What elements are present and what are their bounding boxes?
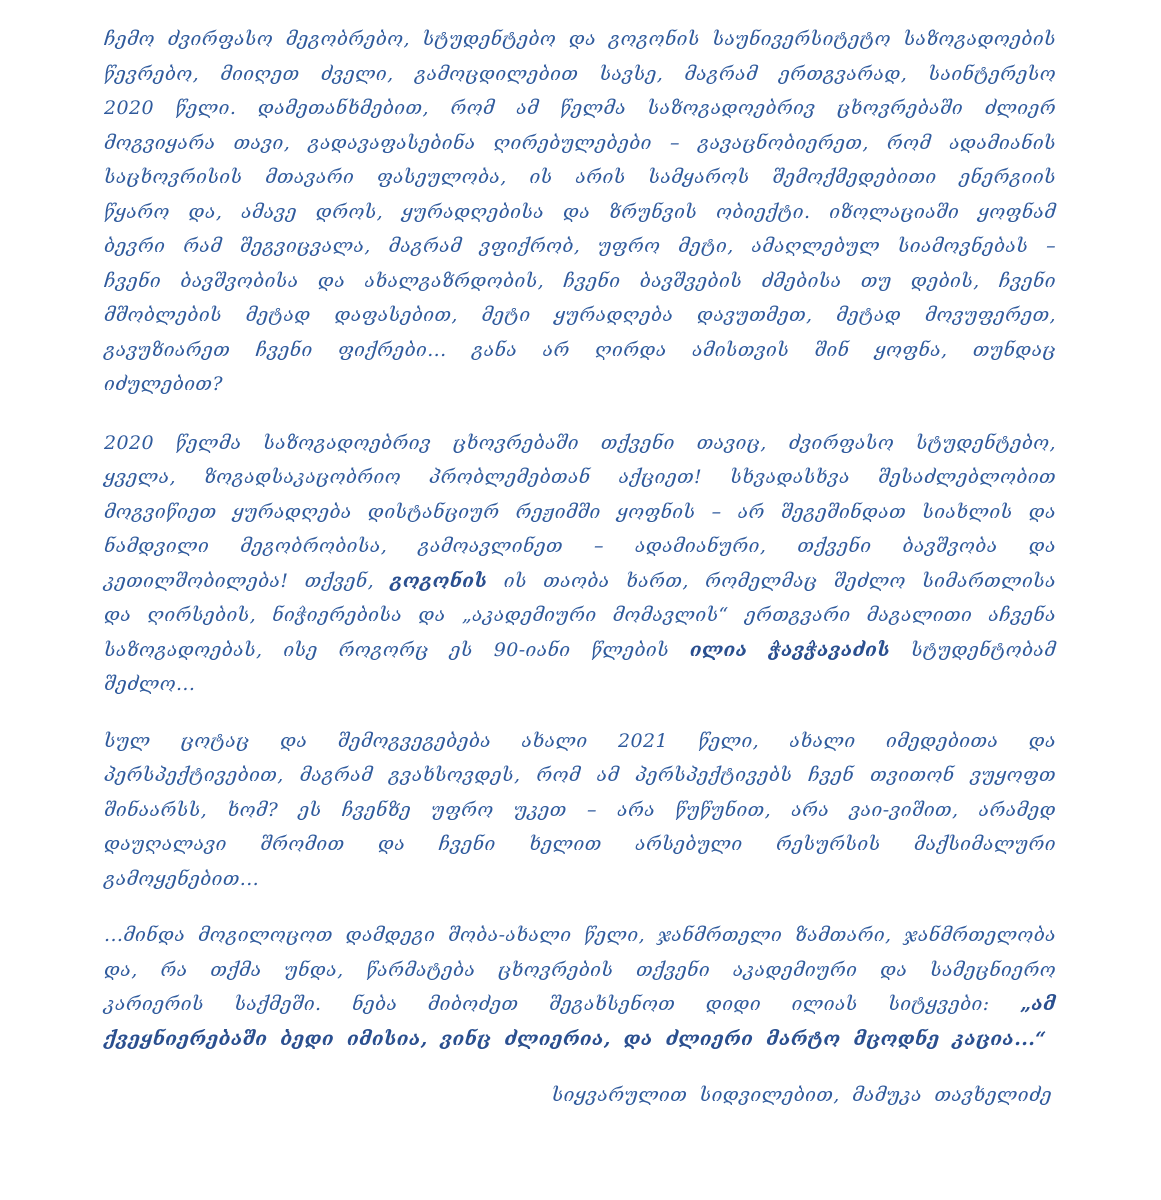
paragraph-3: სულ ცოტაც და შემოგვეგებება ახალი 2021 წელი, ახალი იმედებითა და პერსპექტივებით, მაგრამ გვახსოვდეს, რომ ამ პერსპექტივებს ჩვენ თვითონ ვუყოფთ შინაარსს, ხომ? ეს ჩვენზე უფრო უკეთ – არა წუწუნით, არა ვაი-ვიშით, არამედ დაუღალავი შრომით და ჩვენი ხელით არსებული რესურსის მაქსიმალური გამოყენებით...	[104, 729, 1056, 890]
paragraph-2-part-b: ის თაობა ხართ, რომელმაც შეძლო სიმართლისა და ღირსების, ნიჭიერებისა და „აკადემიური მომავლის“ ერთგვარი მაგალითი აჩვენა საზოგადოებას, ისე როგორც ეს 90-იანი წლების	[104, 569, 1056, 661]
emphasis-gogonis: გოგონის	[390, 569, 488, 592]
paragraph-2-part-a: 2020 წელმა საზოგადოებრივ ცხოვრებაში თქვენი თავიც, ძვირფასო სტუდენტებო, ყველა, ზოგადსაკაცობრიო პრობლემებთან აქციეთ! სხვადასხვა შესაძლებლობით მოგვიწიეთ ყურადღება დისტანციურ რეჟიმში ყოფნის – არ შეგეშინდათ სიახლის და ნამდვილი მეგობრობისა, გამოავლინეთ – ადამიანური, თქვენი ბავშვობა და კეთილშობილება! თქვენ,	[104, 431, 1056, 592]
signature: სიყვარულით სიდვილებით, მამუკა თავხელიძე	[551, 1084, 1052, 1106]
paragraph-2	[104, 426, 1056, 702]
paragraph-1: ჩემო ძვირფასო მეგობრებო, სტუდენტებო და გოგონის საუნივერსიტეტო საზოგადოების წევრებო, მიიღეთ ძველი, გამოცდილებით სავსე, მაგრამ ერთგვარად, საინტერესო 2020 წელი. დამეთანხმებით, რომ ამ წელმა საზოგადოებრივ ცხოვრებაში ძლიერ მოგვიყარა თავი, გადავაფასებინა ღირებულებები – გავაცნობიერეთ, რომ ადამიანის საცხოვრისის მთავარი ფასეულობა, ის არის სამყაროს შემოქმედებითი ენერგიის წყარო და, ამავე დროს, ყურადღებისა და ზრუნვის ობიექტი. იზოლაციაში ყოფნამ ბევრი რამ შეგვიცვალა, მაგრამ ვფიქრობ, უფრო მეტი, ამაღლებულ სიამოვნებას – ჩვენი ბავშვობისა და ახალგაზრდობის, ჩვენი ბავშვების ძმებისა თუ დების, ჩვენი მშობლების მეტად დაფასებით, მეტი ყურადღება დავუთმეთ, მეტად მოვუფერეთ, გავუზიარეთ ჩვენი ფიქრები... განა არ ღირდა ამისთვის შინ ყოფნა, თუნდაც იძულებით?	[104, 28, 1056, 395]
paragraph-2-part-c: სტუდენტობამ შეძლო...	[104, 638, 1056, 695]
emphasis-ilia-chavchavadze: ილია ჭავჭავაძის	[689, 638, 891, 661]
closing-quote: „ამ ქვეყნიერებაში ბედი იმისია, ვინც ძლიერია, და ძლიერი მარტო მცოდნე კაცია...“	[104, 993, 1056, 1050]
letter-body	[104, 22, 1056, 1113]
paragraph-4	[104, 918, 1056, 1056]
paragraph-4-part-a: ...მინდა მოგილოცოთ დამდეგი შობა-ახალი წელი, ჯანმრთელი ზამთარი, ჯანმრთელობა და, რა თქმა უნდა, წარმატება ცხოვრების თქვენი აკადემიური და სამეცნიერო კარიერის საქმეში. ნება მიბოძეთ შეგახსენოთ დიდი ილიას სიტყვები:	[104, 924, 1056, 1015]
